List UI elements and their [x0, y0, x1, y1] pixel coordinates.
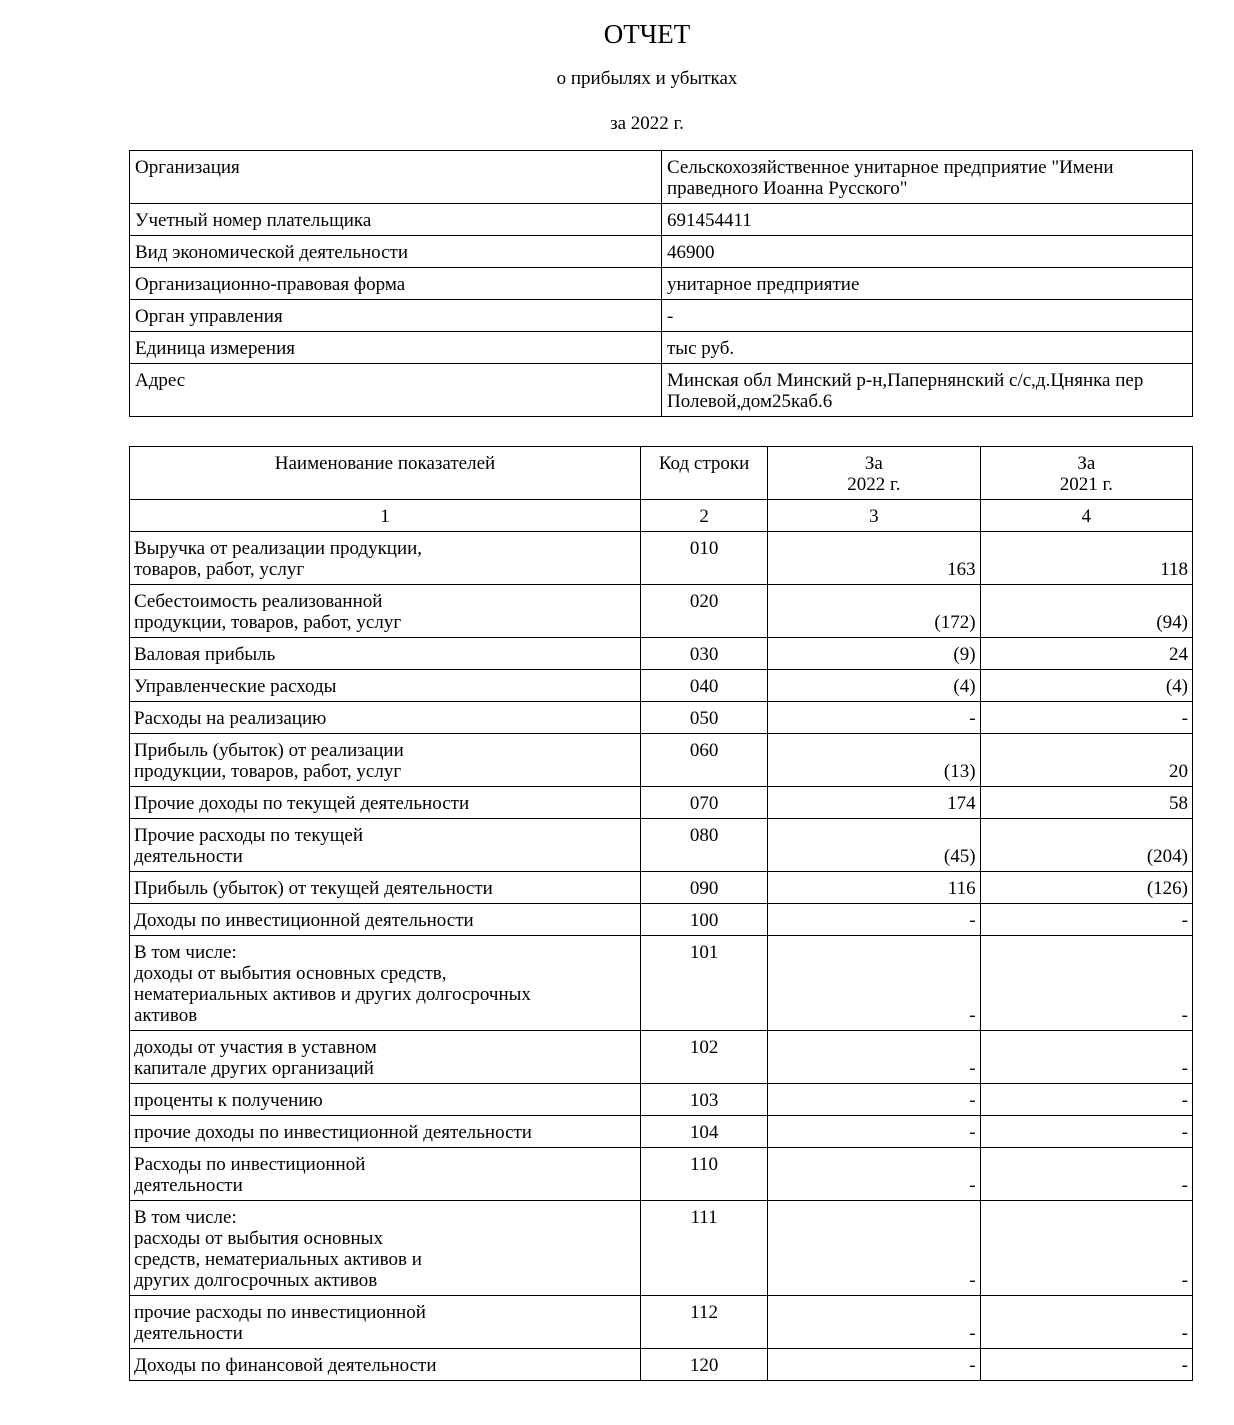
- table-row: [130, 936, 1193, 1031]
- indicator-name: Выручка от реализации продукции, товаров, работ, услуг: [130, 532, 641, 585]
- value-2022: -: [768, 1084, 980, 1116]
- indicator-name: Прочие доходы по текущей деятельности: [130, 787, 641, 819]
- column-number: 2: [640, 500, 767, 532]
- info-value: 46900: [662, 236, 1193, 268]
- indicator-name: Себестоимость реализованной продукции, товаров, работ, услуг: [130, 585, 641, 638]
- value-2022: (4): [768, 670, 980, 702]
- value-2022: -: [768, 1031, 980, 1084]
- report-title: ОТЧЕТ: [603, 19, 691, 49]
- value-2022: -: [768, 702, 980, 734]
- info-value: 691454411: [662, 204, 1193, 236]
- indicator-name: проценты к получению: [130, 1084, 641, 1116]
- value-2021: -: [980, 702, 1192, 734]
- info-row: [130, 236, 1193, 268]
- table-row: [130, 585, 1193, 638]
- info-value: Сельскохозяйственное унитарное предприятие "Имени праведного Иоанна Русского": [662, 151, 1193, 204]
- line-code: 020: [640, 585, 767, 638]
- indicator-name: доходы от участия в уставном капитале других организаций: [130, 1031, 641, 1084]
- line-code: 090: [640, 872, 767, 904]
- line-code: 112: [640, 1296, 767, 1349]
- value-2021: -: [980, 1084, 1192, 1116]
- value-2022: -: [768, 904, 980, 936]
- table-row: [130, 1148, 1193, 1201]
- line-code: 070: [640, 787, 767, 819]
- line-code: 080: [640, 819, 767, 872]
- profit-loss-table: [129, 446, 1193, 1381]
- info-label: Орган управления: [130, 300, 662, 332]
- line-code: 101: [640, 936, 767, 1031]
- info-row: [130, 332, 1193, 364]
- value-2021: 20: [980, 734, 1192, 787]
- value-2021: (126): [980, 872, 1192, 904]
- value-2022: (172): [768, 585, 980, 638]
- value-2021: -: [980, 1201, 1192, 1296]
- indicator-name: В том числе: доходы от выбытия основных средств, нематериальных активов и других долгосрочных активов: [130, 936, 641, 1031]
- value-2021: (204): [980, 819, 1192, 872]
- value-2022: 163: [768, 532, 980, 585]
- indicator-name: Доходы по инвестиционной деятельности: [130, 904, 641, 936]
- info-row: [130, 151, 1193, 204]
- indicator-name: Прочие расходы по текущей деятельности: [130, 819, 641, 872]
- value-2021: (94): [980, 585, 1192, 638]
- table-row: [130, 702, 1193, 734]
- report-period: за 2022 г.: [610, 113, 684, 134]
- value-2021: 118: [980, 532, 1192, 585]
- value-2022: -: [768, 1201, 980, 1296]
- line-code: 110: [640, 1148, 767, 1201]
- indicator-name: Валовая прибыль: [130, 638, 641, 670]
- info-row: [130, 268, 1193, 300]
- table-header-row: [130, 447, 1193, 500]
- header-year-2021: За 2021 г.: [980, 447, 1192, 500]
- column-number: 4: [980, 500, 1192, 532]
- value-2022: -: [768, 1296, 980, 1349]
- header-line-code: Код строки: [640, 447, 767, 500]
- value-2021: -: [980, 1031, 1192, 1084]
- info-label: Единица измерения: [130, 332, 662, 364]
- value-2022: (45): [768, 819, 980, 872]
- report-subtitle: о прибылях и убытках: [556, 68, 738, 89]
- indicator-name: Доходы по финансовой деятельности: [130, 1349, 641, 1381]
- indicator-name: В том числе: расходы от выбытия основных средств, нематериальных активов и других долгосрочных активов: [130, 1201, 641, 1296]
- table-row: [130, 638, 1193, 670]
- indicator-name: Прибыль (убыток) от реализации продукции, товаров, работ, услуг: [130, 734, 641, 787]
- indicator-name: Расходы по инвестиционной деятельности: [130, 1148, 641, 1201]
- info-value: Минская обл Минский р-н,Папернянский с/с,д.Цнянка пер Полевой,дом25каб.6: [662, 364, 1193, 417]
- line-code: 104: [640, 1116, 767, 1148]
- table-row: [130, 819, 1193, 872]
- value-2021: 24: [980, 638, 1192, 670]
- value-2022: (13): [768, 734, 980, 787]
- indicator-name: Прибыль (убыток) от текущей деятельности: [130, 872, 641, 904]
- column-number: 3: [768, 500, 980, 532]
- line-code: 102: [640, 1031, 767, 1084]
- info-row: [130, 204, 1193, 236]
- info-value: тыс руб.: [662, 332, 1193, 364]
- line-code: 120: [640, 1349, 767, 1381]
- info-row: [130, 364, 1193, 417]
- table-row: [130, 1201, 1193, 1296]
- table-row: [130, 1084, 1193, 1116]
- table-row: [130, 532, 1193, 585]
- line-code: 010: [640, 532, 767, 585]
- line-code: 030: [640, 638, 767, 670]
- value-2022: -: [768, 1349, 980, 1381]
- table-row: [130, 872, 1193, 904]
- indicator-name: прочие доходы по инвестиционной деятельности: [130, 1116, 641, 1148]
- table-row: [130, 1296, 1193, 1349]
- table-row: [130, 787, 1193, 819]
- line-code: 100: [640, 904, 767, 936]
- indicator-name: Расходы на реализацию: [130, 702, 641, 734]
- value-2021: -: [980, 904, 1192, 936]
- value-2021: -: [980, 1296, 1192, 1349]
- header-indicator-name: Наименование показателей: [130, 447, 641, 500]
- table-row: [130, 1116, 1193, 1148]
- value-2021: -: [980, 1349, 1192, 1381]
- value-2021: 58: [980, 787, 1192, 819]
- organization-info-table: [129, 150, 1193, 417]
- line-code: 050: [640, 702, 767, 734]
- indicator-name: прочие расходы по инвестиционной деятельности: [130, 1296, 641, 1349]
- value-2021: -: [980, 1116, 1192, 1148]
- line-code: 111: [640, 1201, 767, 1296]
- table-row: [130, 670, 1193, 702]
- value-2021: -: [980, 1148, 1192, 1201]
- value-2021: (4): [980, 670, 1192, 702]
- table-row: [130, 1349, 1193, 1381]
- info-value: унитарное предприятие: [662, 268, 1193, 300]
- table-row: [130, 734, 1193, 787]
- table-row: [130, 1031, 1193, 1084]
- table-row: [130, 904, 1193, 936]
- value-2022: 174: [768, 787, 980, 819]
- column-number: 1: [130, 500, 641, 532]
- value-2022: -: [768, 1116, 980, 1148]
- value-2022: 116: [768, 872, 980, 904]
- info-label: Адрес: [130, 364, 662, 417]
- value-2022: -: [768, 1148, 980, 1201]
- info-label: Вид экономической деятельности: [130, 236, 662, 268]
- info-row: [130, 300, 1193, 332]
- header-year-2022: За 2022 г.: [768, 447, 980, 500]
- line-code: 060: [640, 734, 767, 787]
- info-value: -: [662, 300, 1193, 332]
- column-numbers-row: [130, 500, 1193, 532]
- value-2022: (9): [768, 638, 980, 670]
- info-label: Учетный номер плательщика: [130, 204, 662, 236]
- line-code: 103: [640, 1084, 767, 1116]
- indicator-name: Управленческие расходы: [130, 670, 641, 702]
- line-code: 040: [640, 670, 767, 702]
- info-label: Организационно-правовая форма: [130, 268, 662, 300]
- value-2022: -: [768, 936, 980, 1031]
- value-2021: -: [980, 936, 1192, 1031]
- info-label: Организация: [130, 151, 662, 204]
